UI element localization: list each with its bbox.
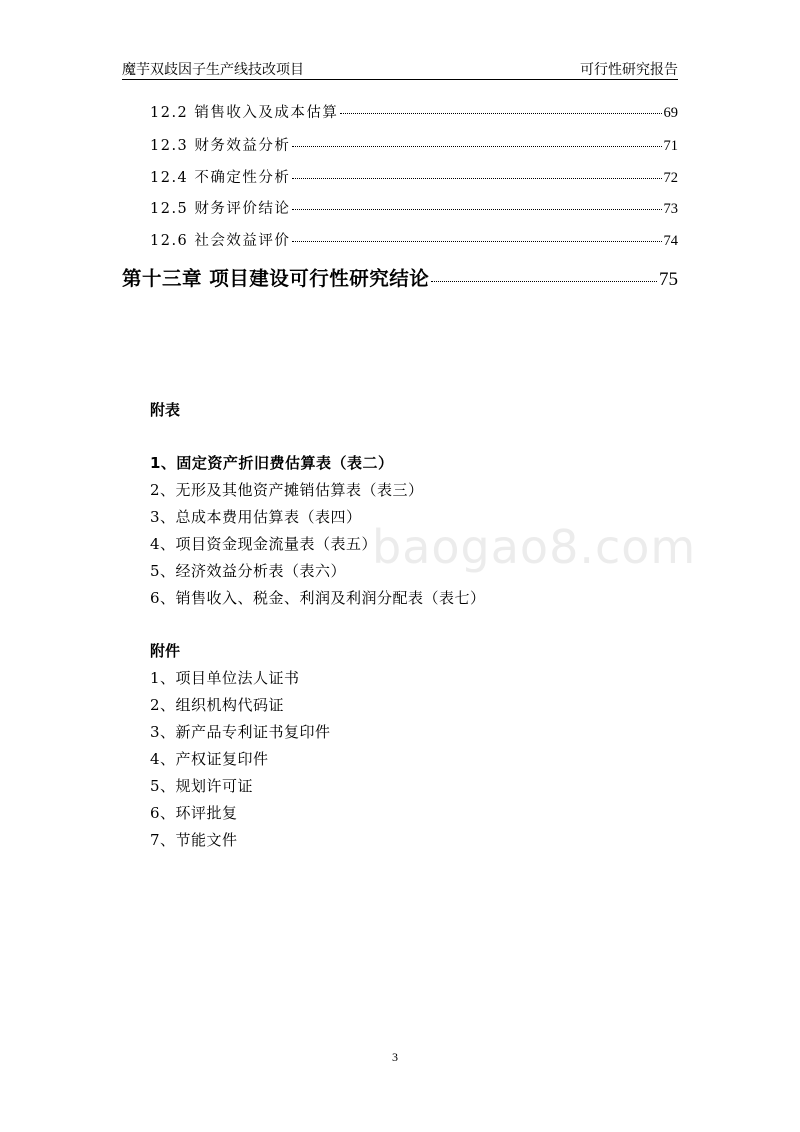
toc-chapter-entry[interactable]	[122, 263, 678, 291]
toc-entry-page: 71	[663, 138, 678, 154]
attachment-item: 1、项目单位法人证书	[150, 669, 300, 687]
toc-entry[interactable]	[150, 197, 678, 219]
toc-entry[interactable]	[150, 166, 678, 188]
toc-chapter-page: 75	[659, 269, 678, 290]
appendix-table-item: 5、经济效益分析表（表六）	[150, 562, 347, 580]
toc-leader-dots	[292, 146, 661, 147]
toc-entry[interactable]	[150, 134, 678, 156]
appendix-table-item: 2、无形及其他资产摊销估算表（表三）	[150, 481, 424, 499]
toc-leader-dots	[292, 209, 661, 210]
toc-leader-dots	[292, 178, 661, 179]
toc-entry-page: 72	[663, 170, 678, 186]
toc-entry-page: 74	[663, 233, 678, 249]
toc-entry-page: 73	[663, 201, 678, 217]
attachment-item: 6、环评批复	[150, 804, 238, 822]
attachment-item: 2、组织机构代码证	[150, 696, 285, 714]
attachment-item: 5、规划许可证	[150, 777, 254, 795]
toc-entry-label: 12.3 财务效益分析	[150, 138, 291, 154]
toc-entry-label: 12.4 不确定性分析	[150, 170, 291, 186]
page-number: 3	[392, 1050, 398, 1064]
toc-entry-page: 69	[663, 105, 678, 121]
attachment-item: 3、新产品专利证书复印件	[150, 723, 331, 741]
appendix-table-item: 4、项目资金现金流量表（表五）	[150, 535, 378, 553]
header-report-type: 可行性研究报告	[580, 62, 678, 78]
attachment-item: 4、产权证复印件	[150, 750, 269, 768]
toc-entry-label: 12.2 销售收入及成本估算	[150, 105, 339, 121]
toc-entry-label: 12.6 社会效益评价	[150, 233, 291, 249]
attachment-item: 7、节能文件	[150, 831, 238, 849]
attachments-title: 附件	[150, 642, 181, 660]
page-header	[122, 57, 678, 80]
toc-leader-dots	[431, 281, 657, 282]
appendix-tables-title: 附表	[150, 401, 181, 419]
appendix-table-item: 6、销售收入、税金、利润及利润分配表（表七）	[150, 589, 486, 607]
toc-entry[interactable]	[150, 101, 678, 123]
watermark: baogao8.com	[372, 520, 697, 574]
header-project-title: 魔芋双歧因子生产线技改项目	[122, 62, 304, 78]
toc-entry[interactable]	[150, 229, 678, 251]
toc-entry-label: 12.5 财务评价结论	[150, 201, 291, 217]
appendix-table-item: 1、固定资产折旧费估算表（表二）	[150, 454, 394, 472]
appendix-table-item: 3、总成本费用估算表（表四）	[150, 508, 362, 526]
toc-leader-dots	[340, 113, 661, 114]
toc-leader-dots	[292, 241, 661, 242]
toc-chapter-label: 第十三章 项目建设可行性研究结论	[122, 267, 430, 290]
